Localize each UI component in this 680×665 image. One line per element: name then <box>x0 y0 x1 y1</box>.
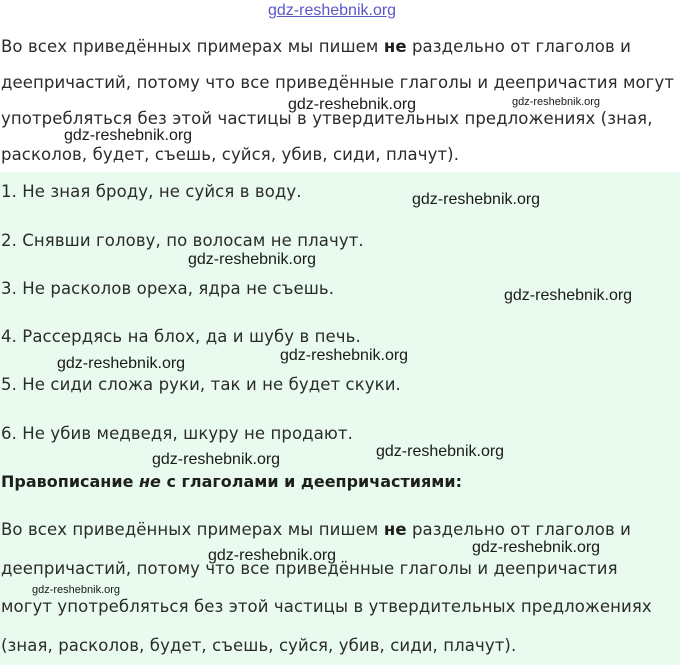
watermark: gdz-reshebnik.org <box>64 127 193 144</box>
intro-line-3: употребляться без этой частицы в утвердительных предложениях (зная, <box>1 109 653 128</box>
rule-line-2: деепричастий, потому что все приведённые глаголы и деепричастия <box>1 559 618 578</box>
watermark: gdz-reshebnik.org <box>504 287 633 304</box>
intro-line-4: расколов, будет, съешь, суйся, убив, сиди, плачут). <box>1 145 460 164</box>
watermark: gdz-reshebnik.org <box>152 451 281 468</box>
intro-line-2: деепричастий, потому что все приведённые глаголы и деепричастия могут <box>1 73 675 92</box>
watermark: gdz-reshebnik.org <box>280 347 409 364</box>
watermark: gdz-reshebnik.org <box>188 251 317 268</box>
watermark: gdz-reshebnik.org <box>57 355 186 372</box>
rule-heading: Правописание не с глаголами и деепричастиями: <box>1 472 462 491</box>
proverb-item: 5. Не сиди сложа руки, так и не будет скуки. <box>1 375 401 394</box>
site-watermark-link[interactable]: gdz-reshebnik.org <box>268 2 397 19</box>
watermark: gdz-reshebnik.org <box>472 539 601 556</box>
proverb-item: 3. Не расколов ореха, ядра не съешь. <box>1 279 335 298</box>
intro-line-1: Во всех приведённых примерах мы пишем не раздельно от глаголов и <box>1 37 631 56</box>
proverb-item: 4. Рассердясь на блох, да и шубу в печь. <box>1 327 361 346</box>
watermark: gdz-reshebnik.org <box>412 191 541 208</box>
proverb-item: 2. Снявши голову, по волосам не плачут. <box>1 231 364 250</box>
proverb-item: 1. Не зная броду, не суйся в воду. <box>1 182 302 201</box>
watermark: gdz-reshebnik.org <box>376 443 505 460</box>
watermark: gdz-reshebnik.org <box>288 96 417 113</box>
watermark: gdz-reshebnik.org <box>512 96 601 108</box>
rule-line-4: (зная, расколов, будет, съешь, суйся, убив, сиди, плачут). <box>1 636 517 655</box>
rule-line-1: Во всех приведённых примерах мы пишем не раздельно от глаголов и <box>1 520 631 539</box>
watermark: gdz-reshebnik.org <box>32 584 121 596</box>
rule-line-3: могут употребляться без этой частицы в утвердительных предложениях <box>1 597 652 616</box>
watermark: gdz-reshebnik.org <box>208 547 337 564</box>
proverb-item: 6. Не убив медведя, шкуру не продают. <box>1 424 353 443</box>
